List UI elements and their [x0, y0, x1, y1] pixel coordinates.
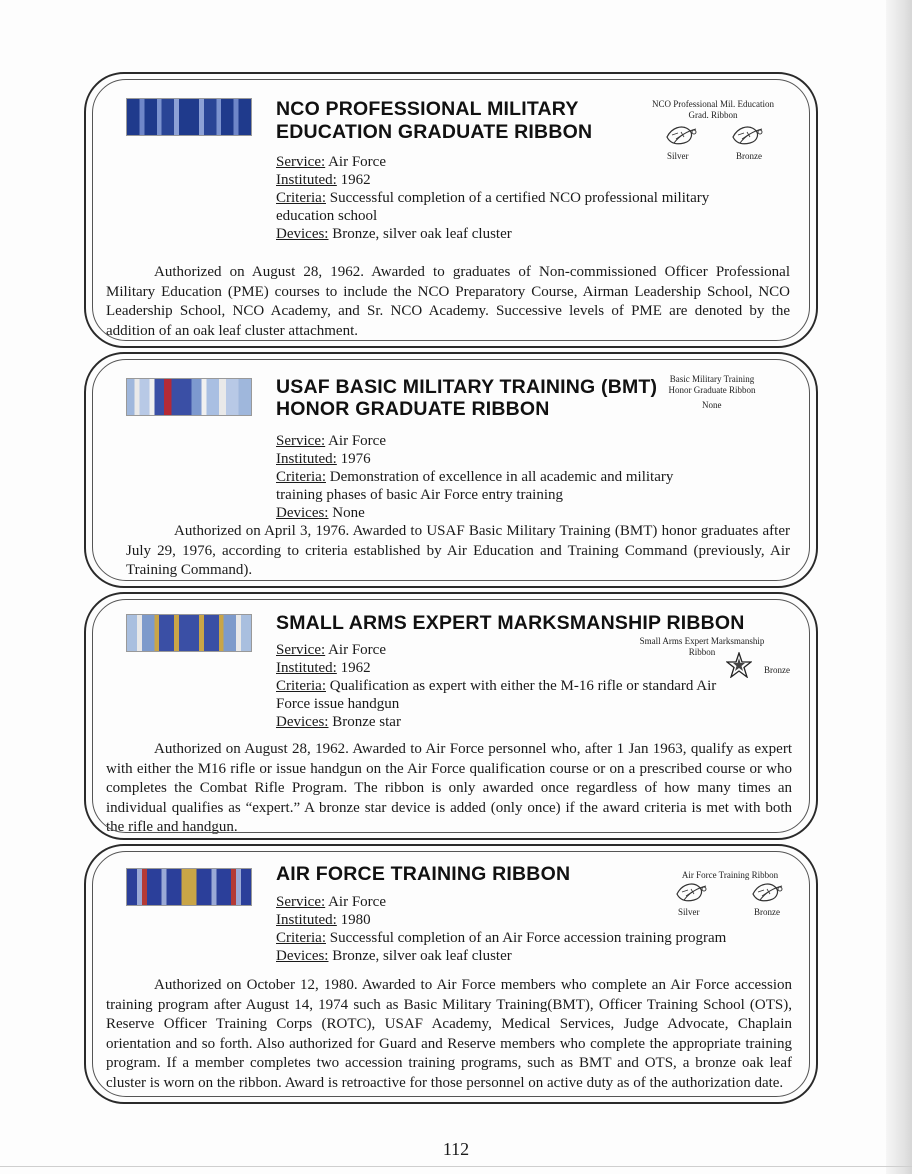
page-edge-shadow: [886, 0, 912, 1174]
instituted-line: Instituted: 1976: [276, 451, 371, 467]
device-bronze-label: Bronze: [736, 151, 762, 161]
device-caption-line2: Ribbon: [688, 647, 716, 657]
award-description: Authorized on August 28, 1962. Awarded to Air Force personnel who, after 1 Jan 1963, qualify as expert with either the M16 rifle or issue handgun on the Air Force qualification course or on a prescribed course or who completes the Combat Rifle Program. The ribbon is only awarded once regardless of how many times an individual qualifies as “expert.” A bronze star device is added (only once) if the award criteria is met with both the rifle and handgun.: [106, 741, 792, 835]
criteria-line: Criteria: Successful completion of an Air Force accession training program: [276, 930, 727, 946]
instituted-line: Instituted: 1962: [276, 172, 371, 188]
bottom-rule: [0, 1166, 912, 1167]
device-caption-line2: Grad. Ribbon: [688, 110, 738, 120]
award-title: SMALL ARMS EXPERT MARKSMANSHIP RIBBON: [276, 612, 745, 634]
ribbon-image-af-training: [126, 868, 252, 906]
criteria-line: Criteria: Qualification as expert with either the M-16 rifle or standard Air: [276, 678, 717, 694]
ribbon-image-small-arms: [126, 614, 252, 652]
page-number: 112: [442, 1139, 470, 1159]
device-bronze-label: Bronze: [764, 665, 790, 675]
devices-line: Devices: Bronze star: [276, 714, 401, 730]
devices-line: Devices: Bronze, silver oak leaf cluster: [276, 948, 512, 964]
device-caption-line1: Small Arms Expert Marksmanship: [639, 636, 765, 646]
oak-leaf-cluster-bronze-icon: [730, 123, 766, 149]
service-line: Service: Air Force: [276, 642, 386, 658]
award-title-line2: EDUCATION GRADUATE RIBBON: [276, 121, 593, 143]
award-description: Authorized on October 12, 1980. Awarded to Air Force members who complete an Air Force accession training program after August 14, 1974 such as Basic Military Training(BMT), Officer Training School (OTS), Reserve Officer Training Corps (ROTC), USAF Academy, Medical Services, Judge Advocate, Chaplain orientation and so forth. Also authorized for Guard and Reserve members who complete the appropriate training program. If a member completes two accession training programs, such as BMT and OTS, a bronze oak leaf cluster is worn on the ribbon. Award is retroactive for those personnel on active duty as of the authorization date.: [106, 977, 792, 1091]
award-card-nco-pme: [84, 72, 818, 348]
device-silver-label: Silver: [678, 907, 700, 917]
device-caption-line1: NCO Professional Mil. Education: [652, 99, 774, 109]
award-card-bmt-honor: [84, 352, 818, 588]
instituted-line: Instituted: 1962: [276, 660, 371, 676]
device-caption: [638, 99, 788, 121]
device-caption: [652, 374, 772, 396]
service-line: Service: Air Force: [276, 433, 386, 449]
devices-line: Devices: None: [276, 505, 365, 521]
devices-line: Devices: Bronze, silver oak leaf cluster: [276, 226, 512, 242]
award-title-line1: USAF BASIC MILITARY TRAINING (BMT): [276, 376, 658, 398]
criteria-line: Criteria: Successful completion of a certified NCO professional military: [276, 190, 710, 206]
device-caption-line2: Honor Graduate Ribbon: [668, 385, 756, 395]
ribbon-image-nco-pme: [126, 98, 252, 136]
bronze-star-icon: [726, 652, 752, 678]
device-bronze-label: Bronze: [754, 907, 780, 917]
criteria-line-continued: training phases of basic Air Force entry training: [276, 487, 564, 503]
service-line: Service: Air Force: [276, 154, 386, 170]
award-card-small-arms: [84, 592, 818, 840]
device-caption: [620, 636, 784, 658]
award-title-line2: HONOR GRADUATE RIBBON: [276, 398, 550, 420]
award-description: Authorized on August 28, 1962. Awarded to graduates of Non-commissioned Officer Professional Military Education (PME) courses to include the NCO Preparatory Course, Airman Leadership School, NCO Leadership School, NCO Academy, and Sr. NCO Academy. Successive levels of PME are denoted by the addition of an oak leaf cluster attachment.: [106, 264, 790, 339]
instituted-line: Instituted: 1980: [276, 912, 371, 928]
oak-leaf-cluster-silver-icon: [674, 880, 710, 906]
device-silver-label: Silver: [667, 151, 689, 161]
service-line: Service: Air Force: [276, 894, 386, 910]
device-none-label: None: [702, 400, 722, 410]
device-caption-line1: Basic Military Training: [669, 374, 755, 384]
award-title-line1: NCO PROFESSIONAL MILITARY: [276, 98, 579, 120]
criteria-line: Criteria: Demonstration of excellence in all academic and military: [276, 469, 674, 485]
device-caption-line1: Air Force Training Ribbon: [681, 870, 779, 880]
ribbon-image-bmt-honor: [126, 378, 252, 416]
award-title: AIR FORCE TRAINING RIBBON: [276, 863, 571, 885]
oak-leaf-cluster-silver-icon: [664, 123, 700, 149]
oak-leaf-cluster-bronze-icon: [750, 880, 786, 906]
criteria-line-continued: education school: [276, 208, 378, 224]
criteria-line-continued: Force issue handgun: [276, 696, 400, 712]
award-card-af-training: [84, 844, 818, 1104]
award-description: Authorized on April 3, 1976. Awarded to USAF Basic Military Training (BMT) honor graduates after July 29, 1976, according to criteria established by Air Education and Training Command (previously, Air Training Command).: [126, 523, 790, 578]
